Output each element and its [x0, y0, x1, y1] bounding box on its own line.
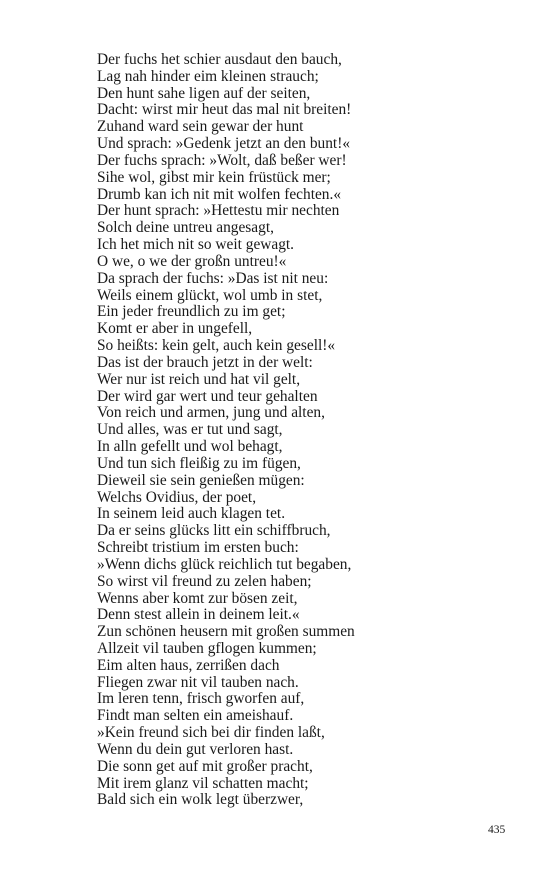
poem-line: Der fuchs sprach: »Wolt, daß beßer wer! — [97, 151, 347, 169]
poem-line: Zun schönen heusern mit großen summen — [97, 623, 355, 641]
poem-line: Zuhand ward sein gewar der hunt — [97, 118, 304, 136]
poem-line: Findt man selten ein ameishauf. — [97, 707, 294, 725]
poem-line: Allzeit vil tauben gflogen kummen; — [97, 639, 317, 657]
poem-line: Wenns aber komt zur bösen zeit, — [97, 589, 298, 607]
poem-line: Im leren tenn, frisch gworfen auf, — [97, 690, 305, 708]
poem-line: Da sprach der fuchs: »Das ist nit neu: — [97, 269, 329, 287]
poem-line: So heißts: kein gelt, auch kein gesell!« — [97, 337, 336, 355]
poem-line: Welchs Ovidius, der poet, — [97, 488, 257, 506]
poem-line: »Kein freund sich bei dir finden laßt, — [97, 724, 325, 742]
poem-line: Denn stest allein in deinem leit.« — [97, 606, 300, 624]
poem-line: Wenn du dein gut verloren hast. — [97, 740, 294, 758]
page-number: 435 — [488, 824, 506, 836]
poem-line: Eim alten haus, zerrißen dach — [97, 656, 280, 674]
poem-line: Ein jeder freundlich zu im get; — [97, 303, 286, 321]
poem-line: In seinem leid auch klagen tet. — [97, 505, 286, 523]
poem-line: Der wird gar wert und teur gehalten — [97, 387, 318, 405]
poem-line: Das ist der brauch jetzt in der welt: — [97, 353, 313, 371]
poem-line: Von reich und armen, jung und alten, — [97, 404, 325, 422]
poem-line: So wirst vil freund zu zelen haben; — [97, 572, 312, 590]
poem-line: Und sprach: »Gedenk jetzt an den bunt!« — [97, 135, 351, 153]
poem-line: Und tun sich fleißig zu im fügen, — [97, 454, 301, 472]
poem-line: Mit irem glanz vil schatten macht; — [97, 774, 309, 792]
poem-line: Dacht: wirst mir heut das mal nit breiten! — [97, 101, 352, 119]
poem-line: Da er seins glücks litt ein schiffbruch, — [97, 522, 331, 540]
poem-line: Der hunt sprach: »Hettestu mir nechten — [97, 202, 340, 220]
poem-line: Drumb kan ich nit mit wolfen fechten.« — [97, 185, 342, 203]
poem-line: »Wenn dichs glück reichlich tut begaben, — [97, 555, 352, 573]
poem-line: Ich het mich nit so weit gewagt. — [97, 236, 295, 254]
poem-line: Weils einem glückt, wol umb in stet, — [97, 286, 323, 304]
poem-line: Die sonn get auf mit großer pracht, — [97, 757, 313, 775]
poem-line: Wer nur ist reich und hat vil gelt, — [97, 370, 301, 388]
poem-line: In alln gefellt und wol behagt, — [97, 438, 283, 456]
poem-line: Fliegen zwar nit vil tauben nach. — [97, 673, 299, 691]
poem-line: Bald sich ein wolk legt überzwer, — [97, 791, 304, 809]
poem-line: Und alles, was er tut und sagt, — [97, 421, 283, 439]
poem-line: O we, o we der großn untreu!« — [97, 252, 287, 270]
poem-line: Der fuchs het schier ausdaut den bauch, — [97, 51, 342, 68]
poem-line: Solch deine untreu angesagt, — [97, 219, 274, 237]
poem-line: Sihe wol, gibst mir kein früstück mer; — [97, 168, 331, 186]
poem-line: Schreibt tristium im ersten buch: — [97, 539, 299, 557]
poem-line: Den hunt sahe ligen auf der seiten, — [97, 84, 311, 102]
poem-line: Komt er aber in ungefell, — [97, 320, 253, 338]
poem-text-block — [97, 52, 517, 809]
poem-line: Dieweil sie sein genießen mügen: — [97, 471, 305, 489]
poem-line: Lag nah hinder eim kleinen strauch; — [97, 67, 319, 85]
